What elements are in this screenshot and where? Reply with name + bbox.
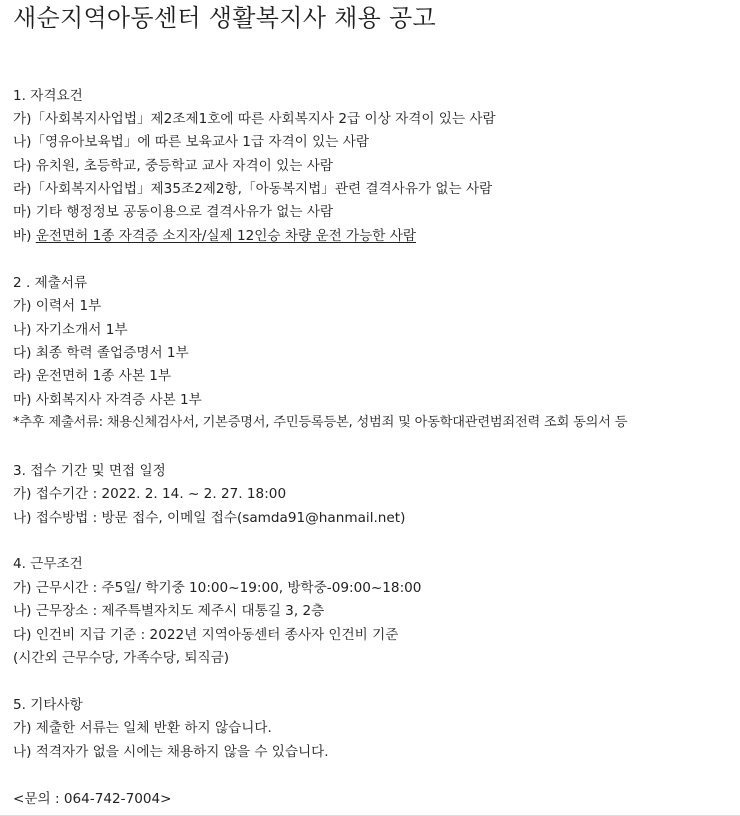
- list-item: 가)「사회복지사업법」제2조제1호에 따른 사회복지사 2급 이상 자격이 있는 사람: [13, 111, 496, 127]
- page-title: 새순지역아동센터 생활복지사 채용 공고: [13, 4, 437, 32]
- contact-info: <문의 : 064-742-7004>: [13, 791, 172, 807]
- list-item: 마) 사회복지사 자격증 사본 1부: [13, 392, 202, 408]
- list-item: 나) 근무장소 : 제주특별자치도 제주시 대통길 3, 2층: [13, 603, 325, 619]
- list-item: 나)「영유아보육법」에 따른 보육교사 1급 자격이 있는 사람: [13, 134, 369, 150]
- section-heading-conditions: 4. 근무조건: [13, 556, 83, 572]
- section-heading-qualifications: 1. 자격요건: [13, 88, 83, 104]
- list-item: 다) 인건비 지급 기준 : 2022년 지역아동센터 종사자 인건비 기준: [13, 627, 399, 643]
- list-item: 가) 접수기간 : 2022. 2. 14. ~ 2. 27. 18:00: [13, 486, 287, 502]
- list-item: 라) 운전면허 1종 사본 1부: [13, 368, 172, 384]
- list-item: 나) 자기소개서 1부: [13, 322, 128, 338]
- list-item-prefix: 바): [13, 228, 36, 244]
- list-item: (시간외 근무수당, 가족수당, 퇴직금): [13, 650, 230, 666]
- list-item: 다) 최종 학력 졸업증명서 1부: [13, 345, 189, 361]
- list-item: 나) 적격자가 없을 시에는 채용하지 않을 수 있습니다.: [13, 744, 329, 760]
- section-heading-misc: 5. 기타사항: [13, 697, 83, 713]
- list-item: 나) 접수방법 : 방문 접수, 이메일 접수(samda91@hanmail.net): [13, 510, 406, 526]
- list-item: 가) 근무시간 : 주5일/ 학기중 10:00~19:00, 방학중-09:00~18:00: [13, 580, 422, 596]
- list-item: 가) 이력서 1부: [13, 298, 102, 314]
- section-heading-documents: 2 . 제출서류: [13, 275, 88, 291]
- list-item: 가) 제출한 서류는 일체 반환 하지 않습니다.: [13, 720, 272, 736]
- section-heading-schedule: 3. 접수 기간 및 면접 일정: [13, 463, 166, 479]
- list-item: 라)「사회복지사업법」제35조2제2항,「아동복지법」관련 결격사유가 없는 사람: [13, 181, 493, 197]
- list-item: 다) 유치원, 초등학교, 중등학교 교사 자격이 있는 사람: [13, 158, 333, 174]
- list-item: [13, 226, 416, 246]
- underlined-requirement: 운전면허 1종 자격증 소지자/실제 12인승 차량 운전 가능한 사람: [35, 228, 417, 244]
- additional-documents-note: *추후 제출서류: 채용신체검사서, 기본증명서, 주민등록등본, 성범죄 및 아동학대관련범죄전력 조회 동의서 등: [13, 415, 628, 430]
- list-item: 마) 기타 행정정보 공동이용으로 결격사유가 없는 사람: [13, 204, 334, 220]
